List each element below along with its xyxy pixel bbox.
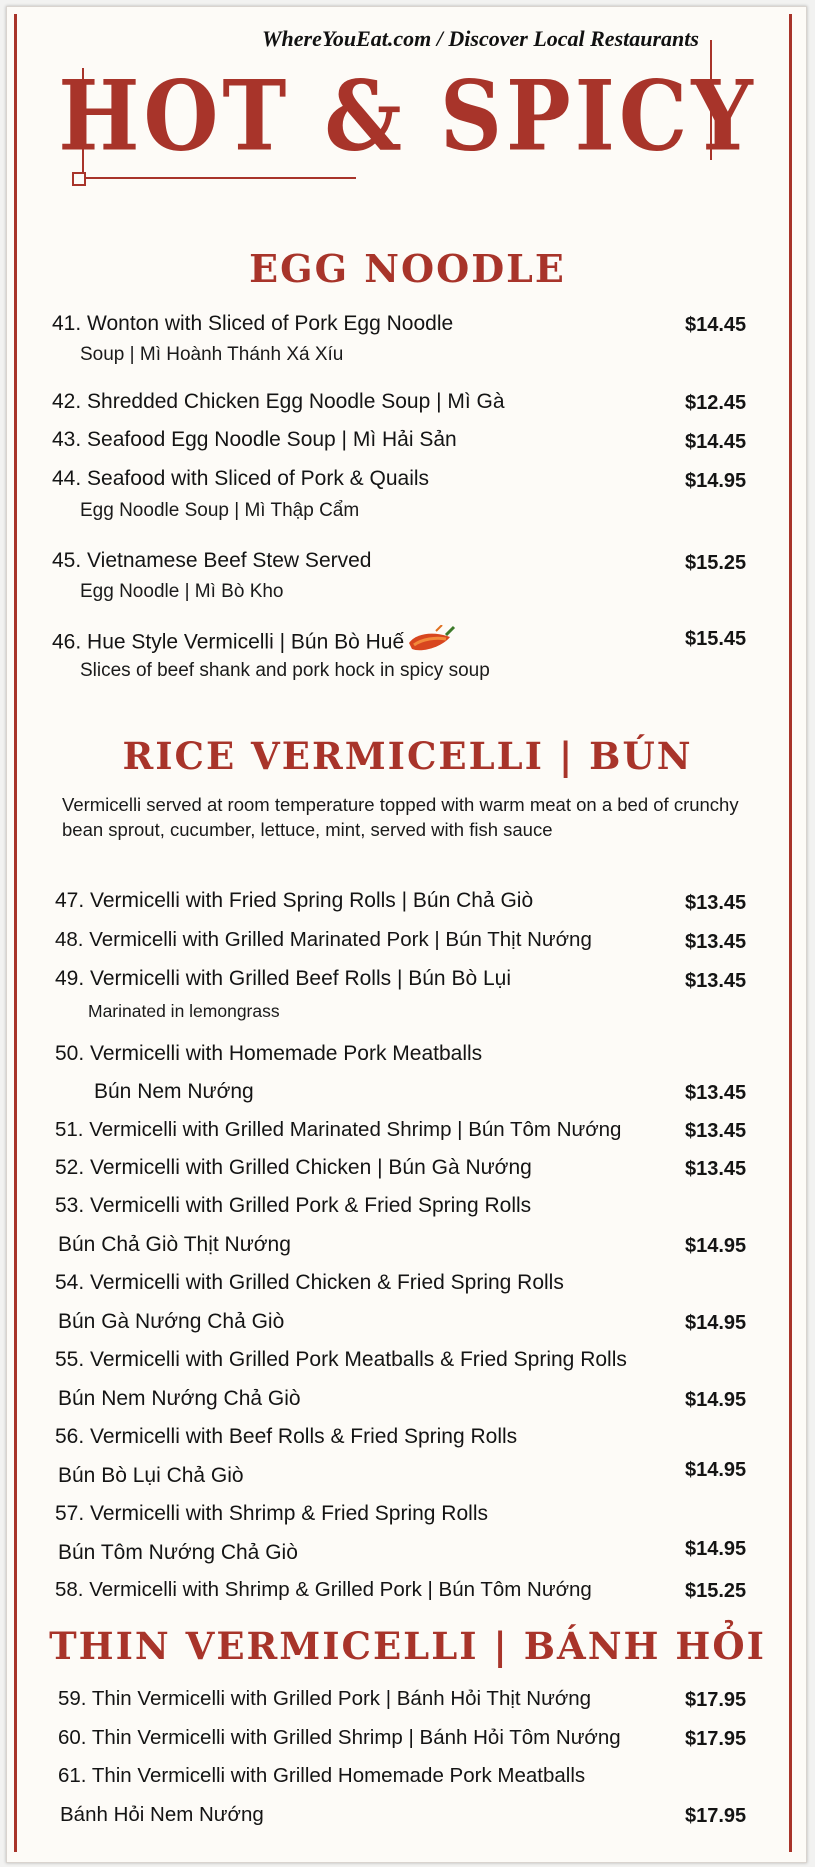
watermark: WhereYouEat.com / Discover Local Restaurants xyxy=(262,26,699,51)
item-name: 49. Vermicelli with Grilled Beef Rolls | Bún Bò Lụi xyxy=(55,967,511,990)
item-name: 61. Thin Vermicelli with Grilled Homemade Pork Meatballs xyxy=(58,1764,586,1787)
item-name: 48. Vermicelli with Grilled Marinated Pork | Bún Thịt Nướng xyxy=(55,928,592,951)
item-price: $12.45 xyxy=(685,392,747,414)
item-name-text: 46. Hue Style Vermicelli | Bún Bò Huế xyxy=(52,630,405,654)
item-name-vietnamese: Bún Nem Nướng Chả Giò xyxy=(58,1387,301,1410)
item-name xyxy=(52,625,458,661)
item-name-vietnamese: Bún Nem Nướng xyxy=(94,1080,254,1103)
item-price: $17.95 xyxy=(685,1805,747,1827)
item-name-vietnamese: Bún Gà Nướng Chả Giò xyxy=(58,1310,285,1333)
item-name: 50. Vermicelli with Homemade Pork Meatballs xyxy=(55,1042,483,1065)
section-heading-rice-vermicelli: RICE VERMICELLI | BÚN xyxy=(122,734,693,778)
item-subtitle: Soup | Mì Hoành Thánh Xá Xíu xyxy=(80,344,344,365)
item-price: $17.95 xyxy=(685,1689,747,1711)
item-price: $13.45 xyxy=(685,1082,747,1104)
item-name: 45. Vietnamese Beef Stew Served xyxy=(52,549,372,572)
section-heading-egg-noodle: EGG NOODLE xyxy=(249,246,566,291)
item-name-vietnamese: Bánh Hỏi Nem Nướng xyxy=(60,1803,264,1826)
item-subtitle: Slices of beef shank and pork hock in spicy soup xyxy=(80,660,490,681)
item-price: $14.95 xyxy=(685,1389,747,1411)
section-heading-thin-vermicelli: THIN VERMICELLI | BÁNH HỎI xyxy=(49,1624,766,1668)
item-name: 59. Thin Vermicelli with Grilled Pork | Bánh Hỏi Thịt Nướng xyxy=(58,1687,592,1710)
item-price: $15.25 xyxy=(685,1580,747,1602)
item-price: $13.45 xyxy=(685,970,747,992)
item-name: 43. Seafood Egg Noodle Soup | Mì Hải Sản xyxy=(52,428,457,451)
item-price: $14.95 xyxy=(685,1312,747,1334)
item-price: $14.95 xyxy=(685,470,747,492)
item-subtitle: Egg Noodle | Mì Bò Kho xyxy=(80,581,284,602)
item-price: $14.95 xyxy=(685,1459,747,1481)
item-name: 51. Vermicelli with Grilled Marinated Shrimp | Bún Tôm Nướng xyxy=(55,1118,622,1141)
item-name: 41. Wonton with Sliced of Pork Egg Noodle xyxy=(52,312,454,335)
item-price: $14.45 xyxy=(685,431,747,453)
title-frame-corner xyxy=(72,172,86,186)
item-name: 54. Vermicelli with Grilled Chicken & Fried Spring Rolls xyxy=(55,1271,564,1294)
item-name: 52. Vermicelli with Grilled Chicken | Bún Gà Nướng xyxy=(55,1156,532,1179)
chili-pepper-icon xyxy=(406,625,458,661)
item-price: $14.45 xyxy=(685,314,747,336)
item-name-vietnamese: Bún Chả Giò Thịt Nướng xyxy=(58,1233,291,1256)
item-price: $13.45 xyxy=(685,1120,747,1142)
item-price: $14.95 xyxy=(685,1235,747,1257)
item-name: 55. Vermicelli with Grilled Pork Meatballs & Fried Spring Rolls xyxy=(55,1348,627,1371)
item-name: 56. Vermicelli with Beef Rolls & Fried Spring Rolls xyxy=(55,1425,518,1448)
item-name: 44. Seafood with Sliced of Pork & Quails xyxy=(52,467,430,490)
item-name: 60. Thin Vermicelli with Grilled Shrimp | Bánh Hỏi Tôm Nướng xyxy=(58,1726,621,1749)
item-name-vietnamese: Bún Tôm Nướng Chả Giò xyxy=(58,1541,298,1564)
item-name: 47. Vermicelli with Fried Spring Rolls | Bún Chả Giò xyxy=(55,889,534,912)
item-name: 58. Vermicelli with Shrimp & Grilled Pork | Bún Tôm Nướng xyxy=(55,1578,592,1601)
item-name: 57. Vermicelli with Shrimp & Fried Spring Rolls xyxy=(55,1502,488,1525)
item-name-vietnamese: Bún Bò Lụi Chả Giò xyxy=(58,1464,244,1487)
page-title: HOT & SPICY xyxy=(58,60,757,174)
item-price: $15.25 xyxy=(685,552,747,574)
item-subtitle: Egg Noodle Soup | Mì Thập Cẩm xyxy=(80,500,360,521)
item-price: $13.45 xyxy=(685,931,747,953)
item-price: $17.95 xyxy=(685,1728,747,1750)
item-price: $13.45 xyxy=(685,1158,747,1180)
item-price: $14.95 xyxy=(685,1538,747,1560)
item-subtitle: Marinated in lemongrass xyxy=(88,1001,280,1021)
section-description: Vermicelli served at room temperature topped with warm meat on a bed of crunchy bean sprout, cucumber, lettuce, mint, served with fish sauce xyxy=(62,794,739,840)
item-price: $13.45 xyxy=(685,892,747,914)
item-price: $15.45 xyxy=(685,628,747,650)
item-name: 53. Vermicelli with Grilled Pork & Fried Spring Rolls xyxy=(55,1194,532,1217)
item-name: 42. Shredded Chicken Egg Noodle Soup | Mì Gà xyxy=(52,390,505,413)
title-frame-bottom xyxy=(78,177,356,179)
